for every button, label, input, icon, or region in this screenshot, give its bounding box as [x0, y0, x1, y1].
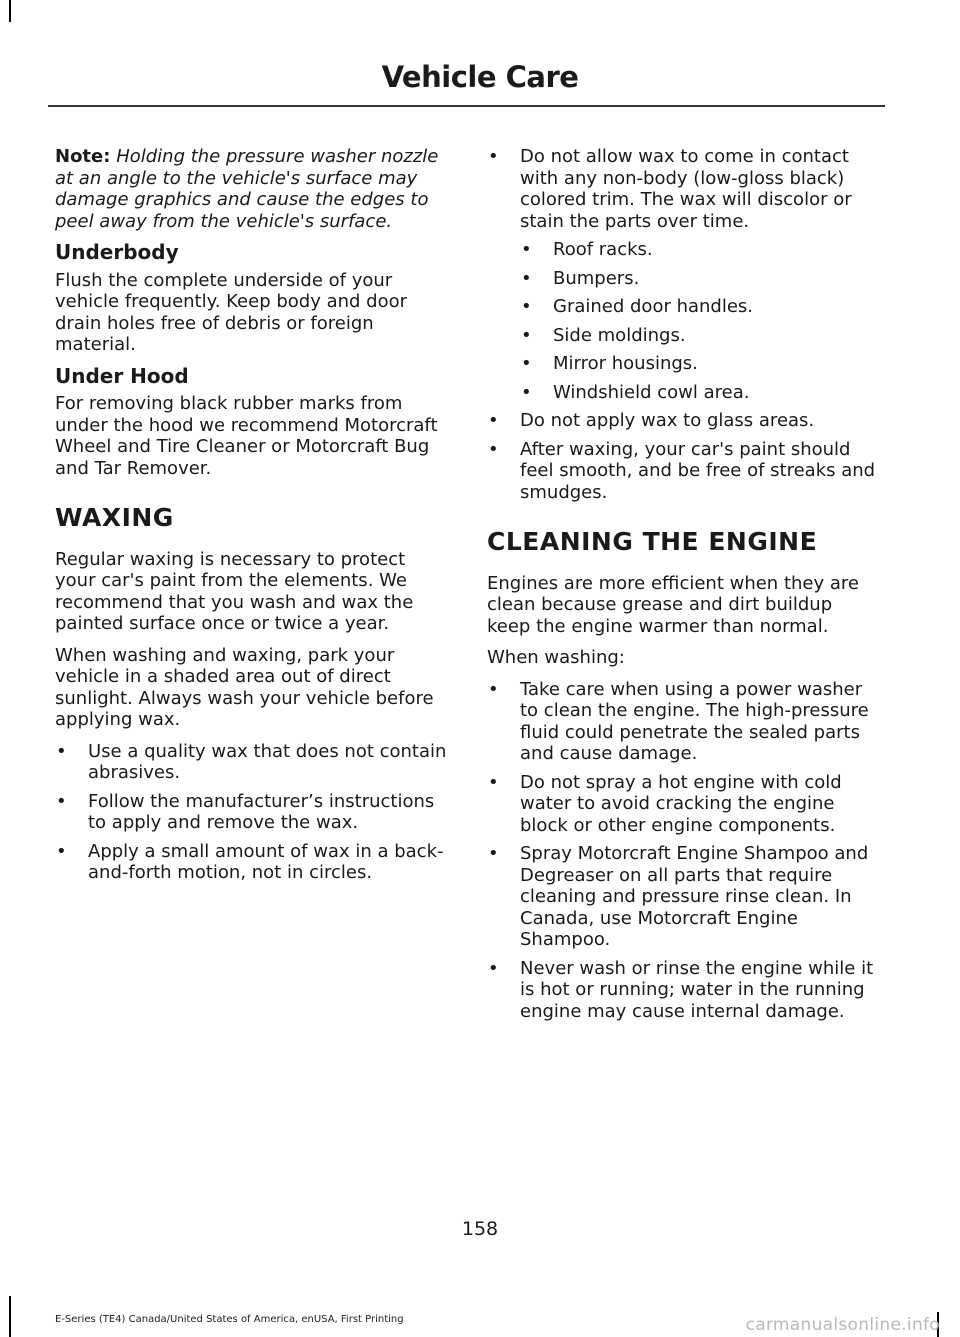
list-item: • Never wash or rinse the engine while it is hot or running; water in the running engine may cause internal damage.	[487, 958, 880, 1023]
engine-paragraph-2: When washing:	[487, 647, 625, 668]
waxing-paragraph-2: When washing and waxing, park your vehicle in a shaded area out of direct sunlight. Always wash your vehicle before applying wax.	[55, 644, 434, 730]
contact-bullet-text: Do not allow wax to come in contact with any non-body (low-gloss black) colored trim. The wax will discolor or stain the parts over time.	[520, 146, 852, 232]
watermark-text: carmanualsonline.info	[745, 1315, 940, 1335]
waxing-paragraph-1: Regular waxing is necessary to protect your car's paint from the elements. We recommend that you wash and wax the painted surface once or twice a year.	[55, 548, 414, 634]
list-item: • After waxing, your car's paint should feel smooth, and be free of streaks and smudges.	[487, 439, 880, 504]
sub-list-item: • Side moldings.	[520, 325, 880, 347]
left-column	[55, 146, 447, 891]
header-divider	[48, 105, 885, 107]
list-item: • Follow the manufacturer’s instructions to apply and remove the wax.	[55, 791, 447, 834]
list-item: • Apply a small amount of wax in a back-and-forth motion, not in circles.	[55, 841, 447, 884]
list-item: • Spray Motorcraft Engine Shampoo and Degreaser on all parts that require cleaning and pressure rinse clean. In Canada, use Motorcraft Engine Shampoo.	[487, 843, 880, 951]
sub-list-item: • Windshield cowl area.	[520, 382, 880, 404]
list-item: • Use a quality wax that does not contain abrasives.	[55, 741, 447, 784]
crop-mark-top-left	[9, 0, 11, 22]
list-item: • Do not apply wax to glass areas.	[487, 410, 880, 432]
list-item	[487, 146, 880, 403]
pressure-washer-note	[55, 146, 447, 232]
cleaning-engine-heading: CLEANING THE ENGINE	[487, 527, 818, 556]
list-item: • Do not spray a hot engine with cold water to avoid cracking the engine block or other engine components.	[487, 772, 880, 837]
wax-precautions-list	[487, 146, 880, 503]
sub-list-item: • Roof racks.	[520, 239, 880, 261]
sub-list-item: • Grained door handles.	[520, 296, 880, 318]
engine-paragraph-1: Engines are more efficient when they are clean because grease and dirt buildup keep the engine warmer than normal.	[487, 572, 859, 637]
under-hood-heading: Under Hood	[55, 363, 189, 388]
waxing-heading: WAXING	[55, 503, 174, 532]
page-header-title: Vehicle Care	[381, 60, 579, 94]
waxing-bullet-list	[55, 741, 447, 884]
page-number: 158	[461, 1218, 499, 1240]
engine-washing-list	[487, 679, 880, 1023]
right-column	[487, 146, 880, 1029]
sub-list-item: • Mirror housings.	[520, 353, 880, 375]
footer-edition-text: E-Series (TE4) Canada/United States of America, enUSA, First Printing	[55, 1314, 404, 1325]
sub-list-item: • Bumpers.	[520, 268, 880, 290]
note-text: Holding the pressure washer nozzle at an angle to the vehicle's surface may damage graphics and cause the edges to peel away from the vehicle's surface.	[55, 146, 439, 232]
list-item: • Take care when using a power washer to clean the engine. The high-pressure fluid could penetrate the sealed parts and cause damage.	[487, 679, 880, 765]
note-label: Note:	[55, 146, 111, 167]
under-hood-paragraph: For removing black rubber marks from under the hood we recommend Motorcraft Wheel and Tire Cleaner or Motorcraft Bug and Tar Remover.	[55, 393, 438, 479]
trim-parts-sublist	[520, 239, 880, 403]
underbody-paragraph: Flush the complete underside of your vehicle frequently. Keep body and door drain holes free of debris or foreign material.	[55, 269, 408, 355]
underbody-heading: Underbody	[55, 240, 179, 264]
crop-mark-bottom-left	[9, 1296, 11, 1337]
